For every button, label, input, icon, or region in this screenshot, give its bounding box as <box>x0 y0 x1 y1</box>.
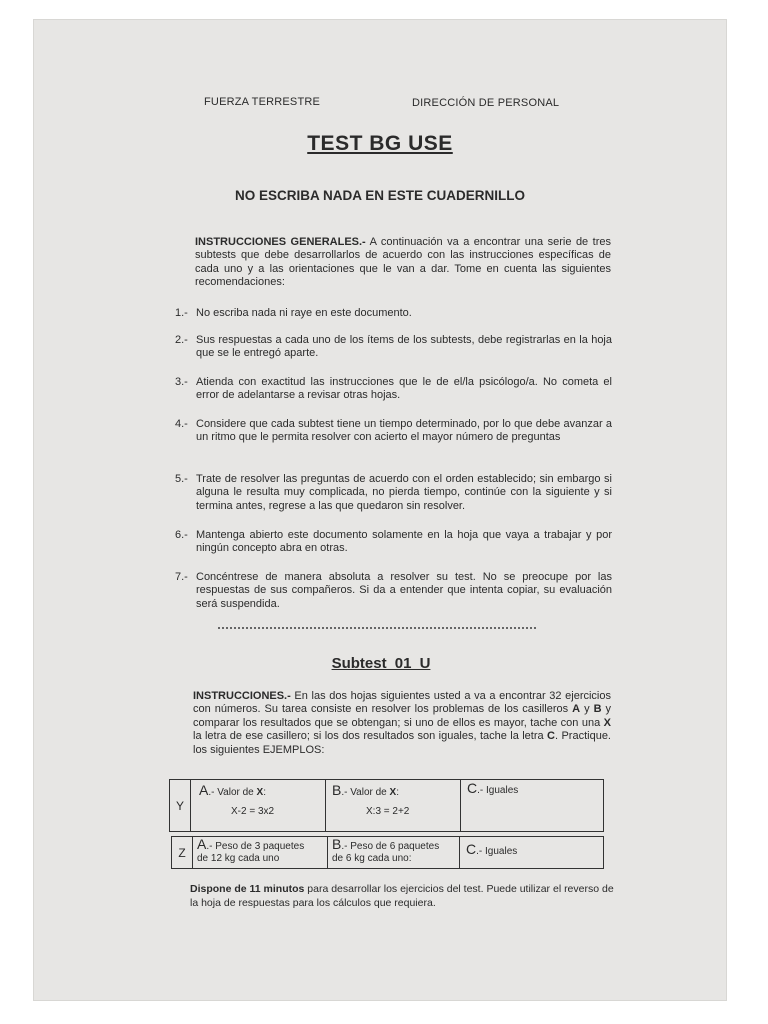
item-number: 5.- <box>175 473 188 485</box>
option-letter: A <box>199 782 209 798</box>
subtest-text: En las dos hojas siguientes usted a va a encontrar 32 ejercicios con números. Su tarea consiste en resolver los problemas de los casilleros <box>193 690 611 716</box>
option-var: X <box>389 787 397 798</box>
option-text: .- Iguales <box>477 785 519 796</box>
page-subtitle: NO ESCRIBA NADA EN ESTE CUADERNILLO <box>234 188 525 203</box>
option-text: : <box>396 787 399 798</box>
option-letter: B <box>332 836 342 852</box>
example-cell-c <box>460 837 604 869</box>
subtest-letter-a: A <box>572 703 581 716</box>
option-equation: X:3 = 2+2 <box>366 806 410 817</box>
closing-note-text: para desarrollar los ejercicios del test. Puede utilizar el reverso de la hoja de respuestas para los cálculos que requiera. <box>190 883 614 909</box>
option-text: .- Peso de 6 paquetes <box>341 841 440 852</box>
item-number: 1.- <box>175 307 188 319</box>
item-text: Atienda con exactitud las instrucciones que le de el/la psicólogo/a. No cometa el error de adelantarse a revisar otras hojas. <box>196 376 612 402</box>
option-text: .- Peso de 3 paquetes <box>206 841 305 852</box>
general-instructions-text: A continuación va a encontrar una serie de tres subtests que debe desarrollarlos de acuerdo con las instrucciones específicas de cada uno y a las orientaciones que le van a dar. Tome en cuenta las siguientes recomendaciones: <box>195 236 611 289</box>
item-number: 7.- <box>175 571 188 583</box>
subtest-text: . Practique. los siguientes EJEMPLOS: <box>193 730 611 756</box>
section-divider <box>218 627 536 629</box>
header-left: FUERZA TERRESTRE <box>204 96 321 108</box>
subtest-text: y comparar los resultados que se obtengan; si uno de ellos es mayor, tache con una <box>193 703 611 729</box>
example-cell-a <box>193 837 328 869</box>
subtest-letter-c: C <box>547 730 555 743</box>
item-number: 4.- <box>175 418 188 430</box>
item-text: Mantenga abierto este documento solamente en la hoja que vaya a trabajar y por ningún concepto abra en otras. <box>196 529 612 555</box>
subtest-text: la letra de ese casillero; si los dos resultados son iguales, tache la letra <box>193 730 548 743</box>
example-table-z <box>171 836 604 869</box>
item-text: Trate de resolver las preguntas de acuerdo con el orden establecido; sin embargo si alguna le resulta muy complicada, no pierda tiempo, continúe con la siguiente y si termina antes, regrese a las que quedaron sin resolver. <box>196 473 612 512</box>
example-cell-a <box>191 780 326 832</box>
example-row-label: Y <box>170 780 191 832</box>
option-letter: C <box>467 780 478 796</box>
subtest-letter-b: B <box>593 703 602 716</box>
option-text: de 6 kg cada uno: <box>332 853 412 864</box>
closing-note <box>190 883 614 910</box>
subtest-instructions-label: INSTRUCCIONES.- <box>193 690 291 702</box>
subtest-text: y <box>580 703 594 716</box>
example-cell-b <box>328 837 460 869</box>
option-letter: A <box>197 836 207 852</box>
item-number: 6.- <box>175 529 188 541</box>
general-instructions-label: INSTRUCCIONES GENERALES.- <box>195 236 366 248</box>
option-text: .- Valor de <box>341 787 390 798</box>
subtest-title: Subtest 01 U <box>331 655 431 672</box>
option-letter: C <box>466 841 477 857</box>
subtest-letter-x: X <box>603 716 611 729</box>
item-number: 2.- <box>175 334 188 346</box>
option-text: .- Valor de <box>208 787 257 798</box>
item-text: Considere que cada subtest tiene un tiempo determinado, por lo que debe avanzar a un ritmo que le permita resolver con acierto el mayor número de preguntas <box>196 418 612 444</box>
option-equation: X-2 = 3x2 <box>231 806 275 817</box>
page-title: TEST BG USE <box>307 132 453 155</box>
item-text: No escriba nada ni raye en este documento. <box>196 307 412 319</box>
item-number: 3.- <box>175 376 188 388</box>
example-cell-b <box>326 780 461 832</box>
header-right: DIRECCIÓN DE PERSONAL <box>412 97 560 109</box>
option-var: X <box>256 787 264 798</box>
subtest-instructions <box>193 690 611 757</box>
general-instructions <box>195 236 611 290</box>
item-text: Concéntrese de manera absoluta a resolver su test. No se preocupe por las respuestas de sus compañeros. Si da a entender que intenta copiar, su evaluación será suspendida. <box>196 571 612 610</box>
option-letter: B <box>332 782 342 798</box>
example-cell-c <box>461 780 604 832</box>
option-text: .- Iguales <box>476 846 518 857</box>
example-table-y <box>169 779 604 832</box>
example-row-label: Z <box>172 837 193 869</box>
option-text: : <box>263 787 266 798</box>
option-text: de 12 kg cada uno <box>197 853 280 864</box>
closing-note-bold: Dispone de 11 minutos <box>190 883 305 895</box>
item-text: Sus respuestas a cada uno de los ítems de los subtests, debe registrarlas en la hoja que se le entregó aparte. <box>196 334 612 360</box>
